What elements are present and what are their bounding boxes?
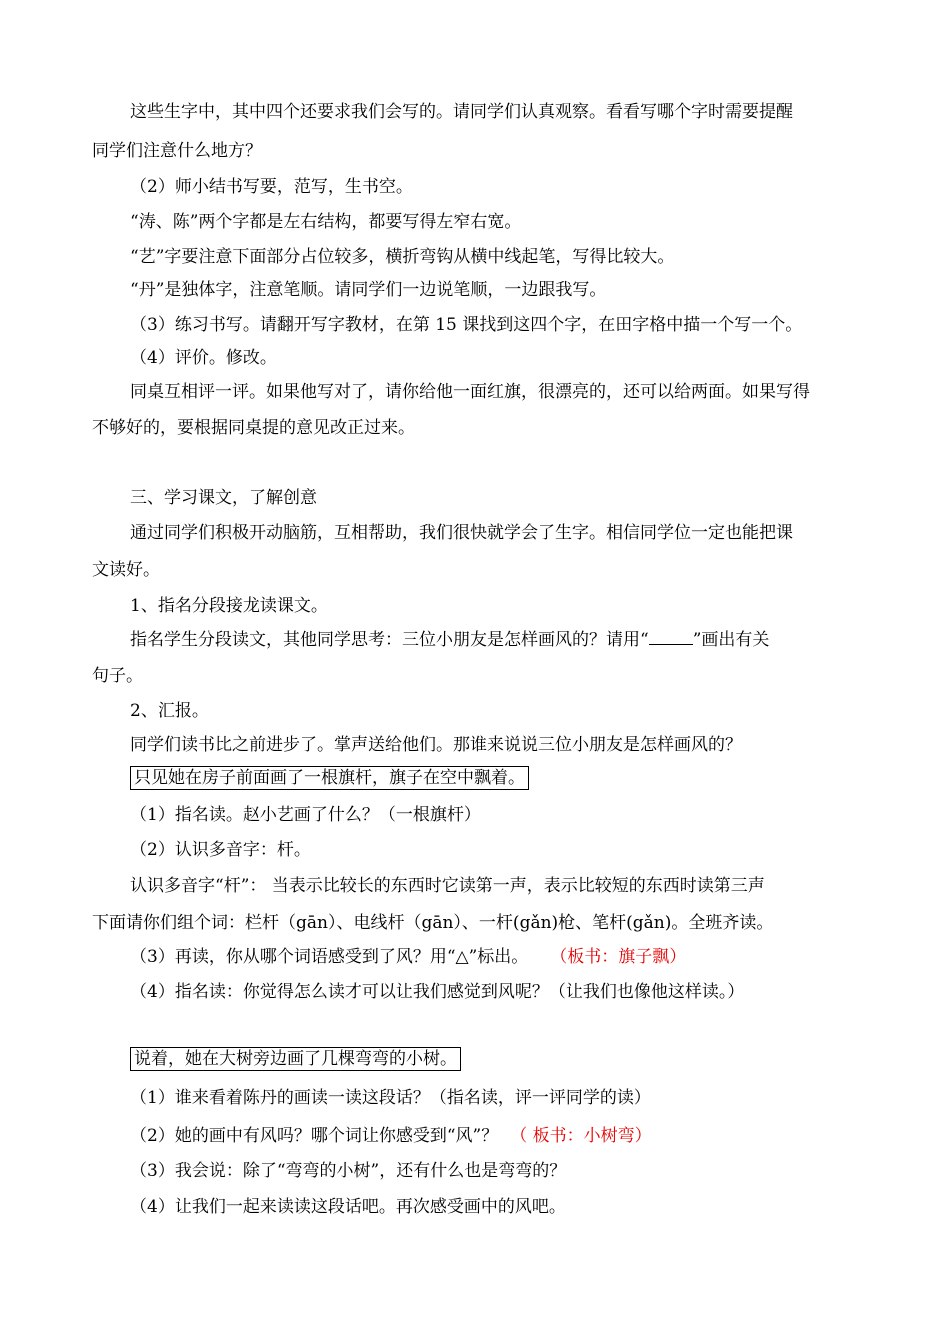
sub-item-line [130,945,686,969]
step-4-line: （4）评价。修改。 [130,348,277,368]
sub-item-text: （3）再读，你从哪个词语感受到了风？用“△”标出。 [130,947,529,967]
report-line: 同学们读书比之前进步了。掌声送给他们。那谁来说说三位小朋友是怎样画风的？ [130,735,742,755]
sub-item-line: （1）谁来看着陈丹的画读一读这段话？（指名读，评一评同学的读） [130,1088,651,1108]
section-heading: 三、学习课文，了解创意 [130,488,317,508]
step-2-line: （2）师小结书写要，范写，生书空。 [130,177,413,197]
tao-chen-note: “涛、陈”两个字都是左右结构，都要写得左窄右宽。 [130,212,522,232]
blackboard-note: （ 板书：小树弯） [510,1126,652,1146]
blackboard-note: （板书：旗子飘） [550,947,687,967]
evaluation-line: 同桌互相评一评。如果他写对了，请你给他一面红旗，很漂亮的，还可以给两面。如果写得 [130,382,810,402]
evaluation-line: 不够好的，要根据同桌提的意见改正过来。 [92,418,415,438]
item-1-line: 1、指名分段接龙读课文。 [130,596,328,616]
sub-item-line: （4）指名读：你觉得怎么读才可以让我们感觉到风呢？（让我们也像他这样读。） [130,982,745,1002]
sub-item-line [130,1124,652,1148]
sub-item-line: （3）我会说：除了“弯弯的小树”，还有什么也是弯弯的？ [130,1161,567,1181]
polyphone-line: 下面请你们组个词：栏杆（gān）、电线杆（gān）、一杆(gǎn)枪、笔杆(gǎn)。全班齐读。 [92,913,774,933]
item-2-line: 2、汇报。 [130,701,209,721]
underline-blank [649,630,693,645]
sub-item-text: （2）她的画中有风吗？哪个词让你感受到“风”？ [130,1126,499,1146]
boxed-quote: 说着，她在大树旁边画了几棵弯弯的小树。 [130,1047,461,1071]
paragraph-line: 这些生字中，其中四个还要求我们会写的。请同学们认真观察。看看写哪个字时需要提醒 [130,102,793,122]
polyphone-line: 认识多音字“杆”： 当表示比较长的东西时它读第一声，表示比较短的东西时读第三声 [130,876,765,896]
intro-line: 通过同学们积极开动脑筋，互相帮助，我们很快就学会了生字。相信同学位一定也能把课 [130,523,793,543]
dan-note: “丹”是独体字，注意笔顺。请同学们一边说笔顺，一边跟我写。 [130,280,607,300]
boxed-quote: 只见她在房子前面画了一根旗杆，旗子在空中飘着。 [130,766,529,790]
yi-note: “艺”字要注意下面部分占位较多，横折弯钩从横中线起笔，写得比较大。 [130,247,675,267]
task-line: 句子。 [92,666,143,686]
sub-item-line: （4）让我们一起来读读这段话吧。再次感受画中的风吧。 [130,1197,566,1217]
intro-line: 文读好。 [92,560,160,580]
task-line [130,628,769,652]
task-text: ”画出有关 [692,630,770,650]
paragraph-line: 同学们注意什么地方？ [92,141,262,161]
sub-item-line: （2）认识多音字：杆。 [130,840,311,860]
step-3-line: （3）练习书写。请翻开写字教材，在第 15 课找到这四个字，在田字格中描一个写一个。 [130,315,803,335]
task-text: 指名学生分段读文，其他同学思考：三位小朋友是怎样画风的？请用“ [130,630,649,650]
sub-item-line: （1）指名读。赵小艺画了什么？（一根旗杆） [130,805,481,825]
